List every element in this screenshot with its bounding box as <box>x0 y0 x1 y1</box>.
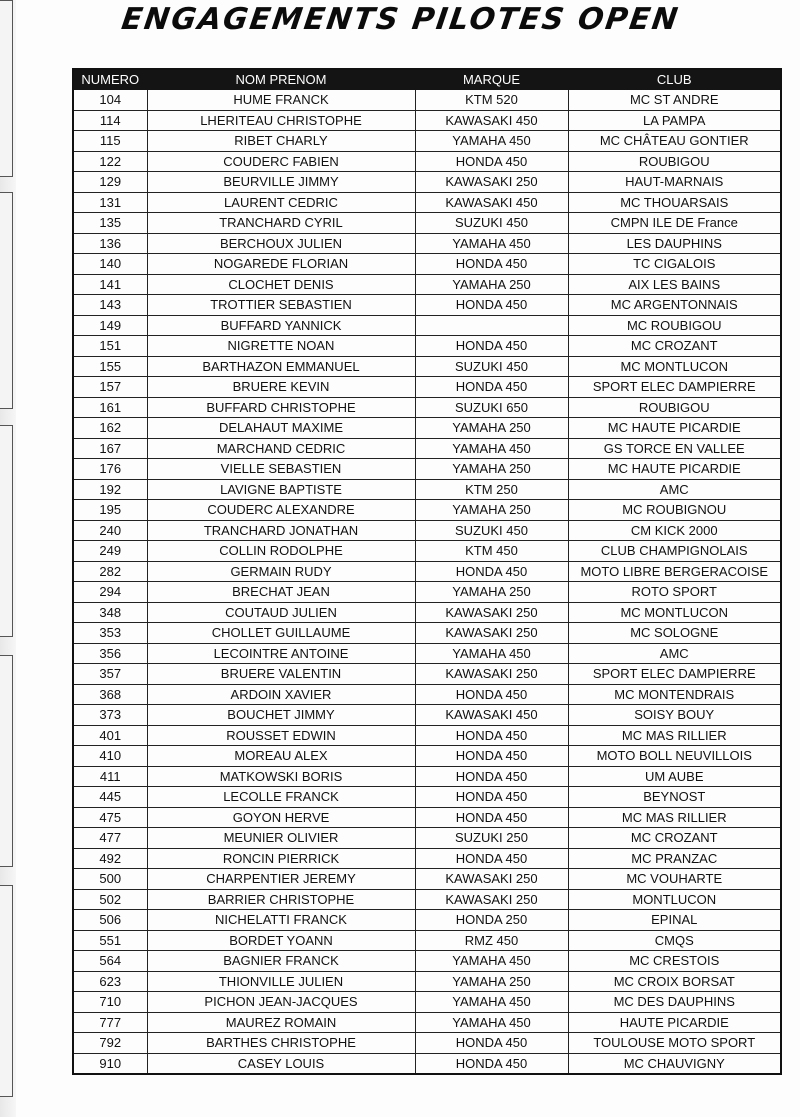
cell-marque: YAMAHA 450 <box>415 438 568 459</box>
cell-marque: YAMAHA 250 <box>415 582 568 603</box>
cell-marque: HONDA 450 <box>415 561 568 582</box>
table-row <box>73 602 781 623</box>
cell-club: ROUBIGOU <box>568 151 781 172</box>
table-row <box>73 582 781 603</box>
table-row <box>73 910 781 931</box>
cell-marque: KTM 520 <box>415 90 568 111</box>
cell-nom-prenom: BRUERE VALENTIN <box>147 664 415 685</box>
cell-marque <box>415 315 568 336</box>
cell-numero: 502 <box>73 889 147 910</box>
cell-marque: HONDA 450 <box>415 848 568 869</box>
cell-nom-prenom: ARDOIN XAVIER <box>147 684 415 705</box>
cell-nom-prenom: CHARPENTIER JEREMY <box>147 869 415 890</box>
cell-nom-prenom: ROUSSET EDWIN <box>147 725 415 746</box>
cell-club: MC HAUTE PICARDIE <box>568 418 781 439</box>
table-row <box>73 889 781 910</box>
table-row <box>73 192 781 213</box>
cell-marque: YAMAHA 450 <box>415 951 568 972</box>
cell-club: MOTO BOLL NEUVILLOIS <box>568 746 781 767</box>
cell-club: MC ST ANDRE <box>568 90 781 111</box>
table-row <box>73 520 781 541</box>
cell-club: SPORT ELEC DAMPIERRE <box>568 377 781 398</box>
cell-club: MC THOUARSAIS <box>568 192 781 213</box>
cell-nom-prenom: LHERITEAU CHRISTOPHE <box>147 110 415 131</box>
table-row <box>73 623 781 644</box>
cell-club: MC CROZANT <box>568 828 781 849</box>
cell-nom-prenom: BARRIER CHRISTOPHE <box>147 889 415 910</box>
table-row <box>73 479 781 500</box>
cell-numero: 623 <box>73 971 147 992</box>
cell-numero: 492 <box>73 848 147 869</box>
cell-numero: 161 <box>73 397 147 418</box>
cell-club: CM KICK 2000 <box>568 520 781 541</box>
cell-marque: SUZUKI 250 <box>415 828 568 849</box>
cell-club: MC VOUHARTE <box>568 869 781 890</box>
cell-club: SOISY BOUY <box>568 705 781 726</box>
cell-nom-prenom: BORDET YOANN <box>147 930 415 951</box>
table-row <box>73 725 781 746</box>
cell-numero: 411 <box>73 766 147 787</box>
table-row <box>73 664 781 685</box>
cell-nom-prenom: TROTTIER SEBASTIEN <box>147 295 415 316</box>
cell-numero: 136 <box>73 233 147 254</box>
table-row <box>73 131 781 152</box>
cell-club: TC CIGALOIS <box>568 254 781 275</box>
cell-numero: 151 <box>73 336 147 357</box>
cell-club: MOTO LIBRE BERGERACOISE <box>568 561 781 582</box>
cell-club: MONTLUCON <box>568 889 781 910</box>
cell-numero: 155 <box>73 356 147 377</box>
entries-table <box>72 68 782 1075</box>
table-row <box>73 541 781 562</box>
table-row <box>73 684 781 705</box>
cell-club: GS TORCE EN VALLEE <box>568 438 781 459</box>
cell-marque: KAWASAKI 450 <box>415 110 568 131</box>
edge-frame <box>0 425 13 637</box>
cell-numero: 129 <box>73 172 147 193</box>
cell-marque: HONDA 450 <box>415 766 568 787</box>
table-row <box>73 992 781 1013</box>
cell-club: AMC <box>568 479 781 500</box>
cell-nom-prenom: BARTHES CHRISTOPHE <box>147 1033 415 1054</box>
cell-club: UM AUBE <box>568 766 781 787</box>
cell-club: MC DES DAUPHINS <box>568 992 781 1013</box>
cell-nom-prenom: BARTHAZON EMMANUEL <box>147 356 415 377</box>
cell-nom-prenom: MEUNIER OLIVIER <box>147 828 415 849</box>
table-row <box>73 418 781 439</box>
cell-marque: HONDA 450 <box>415 787 568 808</box>
cell-nom-prenom: GERMAIN RUDY <box>147 561 415 582</box>
cell-club: EPINAL <box>568 910 781 931</box>
cell-numero: 135 <box>73 213 147 234</box>
table-row <box>73 336 781 357</box>
cell-numero: 500 <box>73 869 147 890</box>
cell-club: MC ROUBIGOU <box>568 315 781 336</box>
cell-nom-prenom: LECOINTRE ANTOINE <box>147 643 415 664</box>
edge-frame <box>0 655 13 867</box>
cell-club: MC CROIX BORSAT <box>568 971 781 992</box>
cell-marque: HONDA 450 <box>415 336 568 357</box>
table-row <box>73 971 781 992</box>
cell-marque: YAMAHA 250 <box>415 500 568 521</box>
cell-numero: 777 <box>73 1012 147 1033</box>
cell-numero: 356 <box>73 643 147 664</box>
cell-club: BEYNOST <box>568 787 781 808</box>
cell-nom-prenom: TRANCHARD CYRIL <box>147 213 415 234</box>
cell-numero: 167 <box>73 438 147 459</box>
cell-nom-prenom: COLLIN RODOLPHE <box>147 541 415 562</box>
cell-marque: YAMAHA 450 <box>415 643 568 664</box>
edge-frame <box>0 885 13 1097</box>
cell-numero: 401 <box>73 725 147 746</box>
cell-marque: KAWASAKI 450 <box>415 192 568 213</box>
page-title: ENGAGEMENTS PILOTES OPEN <box>119 2 682 37</box>
cell-club: MC CHÂTEAU GONTIER <box>568 131 781 152</box>
cell-nom-prenom: LECOLLE FRANCK <box>147 787 415 808</box>
cell-club: CMQS <box>568 930 781 951</box>
table-row <box>73 787 781 808</box>
cell-marque: YAMAHA 450 <box>415 131 568 152</box>
cell-numero: 410 <box>73 746 147 767</box>
cell-marque: YAMAHA 250 <box>415 418 568 439</box>
table-row <box>73 705 781 726</box>
cell-numero: 240 <box>73 520 147 541</box>
cell-club: MC CROZANT <box>568 336 781 357</box>
cell-club: MC SOLOGNE <box>568 623 781 644</box>
cell-club: CMPN ILE DE France <box>568 213 781 234</box>
cell-nom-prenom: BRUERE KEVIN <box>147 377 415 398</box>
cell-club: TOULOUSE MOTO SPORT <box>568 1033 781 1054</box>
cell-club: MC MONTLUCON <box>568 602 781 623</box>
cell-club: MC ARGENTONNAIS <box>568 295 781 316</box>
table-row <box>73 1053 781 1074</box>
cell-club: MC HAUTE PICARDIE <box>568 459 781 480</box>
table-row <box>73 561 781 582</box>
cell-club: MC ROUBIGNOU <box>568 500 781 521</box>
cell-club: AIX LES BAINS <box>568 274 781 295</box>
cell-numero: 149 <box>73 315 147 336</box>
cell-nom-prenom: PICHON JEAN-JACQUES <box>147 992 415 1013</box>
cell-numero: 162 <box>73 418 147 439</box>
cell-club: LES DAUPHINS <box>568 233 781 254</box>
cell-nom-prenom: MAUREZ ROMAIN <box>147 1012 415 1033</box>
cell-marque: HONDA 250 <box>415 910 568 931</box>
table-row <box>73 828 781 849</box>
cell-marque: YAMAHA 250 <box>415 971 568 992</box>
cell-marque: HONDA 450 <box>415 1033 568 1054</box>
cell-marque: KAWASAKI 250 <box>415 664 568 685</box>
cell-club: CLUB CHAMPIGNOLAIS <box>568 541 781 562</box>
table-row <box>73 151 781 172</box>
table-row <box>73 172 781 193</box>
cell-numero: 176 <box>73 459 147 480</box>
cell-numero: 140 <box>73 254 147 275</box>
cell-numero: 195 <box>73 500 147 521</box>
cell-nom-prenom: MARCHAND CEDRIC <box>147 438 415 459</box>
cell-nom-prenom: RIBET CHARLY <box>147 131 415 152</box>
table-row <box>73 356 781 377</box>
cell-marque: HONDA 450 <box>415 684 568 705</box>
cell-marque: HONDA 450 <box>415 725 568 746</box>
cell-marque: KAWASAKI 250 <box>415 623 568 644</box>
cell-marque: HONDA 450 <box>415 1053 568 1074</box>
cell-club: SPORT ELEC DAMPIERRE <box>568 664 781 685</box>
cell-nom-prenom: LAVIGNE BAPTISTE <box>147 479 415 500</box>
cell-club: MC MAS RILLIER <box>568 807 781 828</box>
table-row <box>73 315 781 336</box>
cell-nom-prenom: LAURENT CEDRIC <box>147 192 415 213</box>
cell-numero: 249 <box>73 541 147 562</box>
cell-numero: 551 <box>73 930 147 951</box>
cell-nom-prenom: MOREAU ALEX <box>147 746 415 767</box>
cell-nom-prenom: VIELLE SEBASTIEN <box>147 459 415 480</box>
cell-nom-prenom: HUME FRANCK <box>147 90 415 111</box>
cell-numero: 131 <box>73 192 147 213</box>
cell-club: MC CRESTOIS <box>568 951 781 972</box>
cell-marque: KTM 450 <box>415 541 568 562</box>
cell-marque: YAMAHA 250 <box>415 459 568 480</box>
cell-numero: 373 <box>73 705 147 726</box>
cell-numero: 710 <box>73 992 147 1013</box>
cell-numero: 368 <box>73 684 147 705</box>
cell-nom-prenom: TRANCHARD JONATHAN <box>147 520 415 541</box>
table-row <box>73 110 781 131</box>
table-row <box>73 90 781 111</box>
table-row <box>73 766 781 787</box>
cell-marque: YAMAHA 450 <box>415 992 568 1013</box>
cell-numero: 282 <box>73 561 147 582</box>
cell-nom-prenom: NOGAREDE FLORIAN <box>147 254 415 275</box>
table-row <box>73 1033 781 1054</box>
cell-nom-prenom: BRECHAT JEAN <box>147 582 415 603</box>
cell-club: HAUTE PICARDIE <box>568 1012 781 1033</box>
table-row <box>73 500 781 521</box>
table-row <box>73 1012 781 1033</box>
table-row <box>73 848 781 869</box>
cell-marque: SUZUKI 450 <box>415 356 568 377</box>
cell-nom-prenom: GOYON HERVE <box>147 807 415 828</box>
cell-nom-prenom: COUDERC FABIEN <box>147 151 415 172</box>
cell-marque: YAMAHA 450 <box>415 233 568 254</box>
table-row <box>73 869 781 890</box>
table-row <box>73 746 781 767</box>
cell-nom-prenom: CLOCHET DENIS <box>147 274 415 295</box>
table-row <box>73 643 781 664</box>
cell-numero: 115 <box>73 131 147 152</box>
table-row <box>73 377 781 398</box>
cell-club: MC MONTLUCON <box>568 356 781 377</box>
cell-nom-prenom: THIONVILLE JULIEN <box>147 971 415 992</box>
cell-numero: 475 <box>73 807 147 828</box>
cell-club: ROTO SPORT <box>568 582 781 603</box>
cell-nom-prenom: BOUCHET JIMMY <box>147 705 415 726</box>
cell-numero: 104 <box>73 90 147 111</box>
cell-marque: SUZUKI 450 <box>415 213 568 234</box>
cell-nom-prenom: BUFFARD YANNICK <box>147 315 415 336</box>
cell-marque: YAMAHA 450 <box>415 1012 568 1033</box>
cell-numero: 564 <box>73 951 147 972</box>
cell-marque: KAWASAKI 450 <box>415 705 568 726</box>
cell-numero: 114 <box>73 110 147 131</box>
cell-nom-prenom: CASEY LOUIS <box>147 1053 415 1074</box>
cell-numero: 143 <box>73 295 147 316</box>
cell-club: MC CHAUVIGNY <box>568 1053 781 1074</box>
column-header-marque: MARQUE <box>415 69 568 90</box>
table-row <box>73 274 781 295</box>
cell-nom-prenom: BUFFARD CHRISTOPHE <box>147 397 415 418</box>
table-row <box>73 397 781 418</box>
cell-club: MC PRANZAC <box>568 848 781 869</box>
cell-marque: HONDA 450 <box>415 377 568 398</box>
cell-marque: SUZUKI 450 <box>415 520 568 541</box>
cell-club: AMC <box>568 643 781 664</box>
table-row <box>73 295 781 316</box>
cell-club: MC MAS RILLIER <box>568 725 781 746</box>
column-header-club: CLUB <box>568 69 781 90</box>
cell-club: LA PAMPA <box>568 110 781 131</box>
cell-nom-prenom: DELAHAUT MAXIME <box>147 418 415 439</box>
table-row <box>73 213 781 234</box>
table-header-row <box>73 69 781 90</box>
cell-nom-prenom: NIGRETTE NOAN <box>147 336 415 357</box>
cell-numero: 910 <box>73 1053 147 1074</box>
cell-numero: 192 <box>73 479 147 500</box>
cell-nom-prenom: MATKOWSKI BORIS <box>147 766 415 787</box>
cell-nom-prenom: COUTAUD JULIEN <box>147 602 415 623</box>
cell-marque: HONDA 450 <box>415 807 568 828</box>
cell-nom-prenom: BEURVILLE JIMMY <box>147 172 415 193</box>
column-header-numero: NUMERO <box>73 69 147 90</box>
cell-numero: 357 <box>73 664 147 685</box>
cell-numero: 445 <box>73 787 147 808</box>
cell-numero: 353 <box>73 623 147 644</box>
cell-numero: 348 <box>73 602 147 623</box>
cell-nom-prenom: NICHELATTI FRANCK <box>147 910 415 931</box>
cell-marque: YAMAHA 250 <box>415 274 568 295</box>
cell-club: HAUT-MARNAIS <box>568 172 781 193</box>
table-row <box>73 233 781 254</box>
edge-frame <box>0 192 13 409</box>
column-header-nom-prenom: NOM PRENOM <box>147 69 415 90</box>
cell-numero: 122 <box>73 151 147 172</box>
table-row <box>73 930 781 951</box>
cell-nom-prenom: BAGNIER FRANCK <box>147 951 415 972</box>
cell-marque: HONDA 450 <box>415 746 568 767</box>
cell-nom-prenom: CHOLLET GUILLAUME <box>147 623 415 644</box>
cell-numero: 141 <box>73 274 147 295</box>
cell-club: ROUBIGOU <box>568 397 781 418</box>
cell-marque: HONDA 450 <box>415 151 568 172</box>
table-row <box>73 807 781 828</box>
cell-marque: KAWASAKI 250 <box>415 602 568 623</box>
cell-club: MC MONTENDRAIS <box>568 684 781 705</box>
cell-nom-prenom: BERCHOUX JULIEN <box>147 233 415 254</box>
cell-marque: KAWASAKI 250 <box>415 869 568 890</box>
table-row <box>73 459 781 480</box>
cell-marque: HONDA 450 <box>415 254 568 275</box>
cell-numero: 477 <box>73 828 147 849</box>
table-row <box>73 951 781 972</box>
cell-marque: RMZ 450 <box>415 930 568 951</box>
cell-numero: 294 <box>73 582 147 603</box>
cell-marque: KAWASAKI 250 <box>415 172 568 193</box>
table-row <box>73 438 781 459</box>
cell-nom-prenom: RONCIN PIERRICK <box>147 848 415 869</box>
cell-marque: KTM 250 <box>415 479 568 500</box>
cell-numero: 506 <box>73 910 147 931</box>
table-row <box>73 254 781 275</box>
cell-numero: 157 <box>73 377 147 398</box>
cell-marque: KAWASAKI 250 <box>415 889 568 910</box>
cell-nom-prenom: COUDERC ALEXANDRE <box>147 500 415 521</box>
cell-marque: HONDA 450 <box>415 295 568 316</box>
cell-numero: 792 <box>73 1033 147 1054</box>
cell-marque: SUZUKI 650 <box>415 397 568 418</box>
